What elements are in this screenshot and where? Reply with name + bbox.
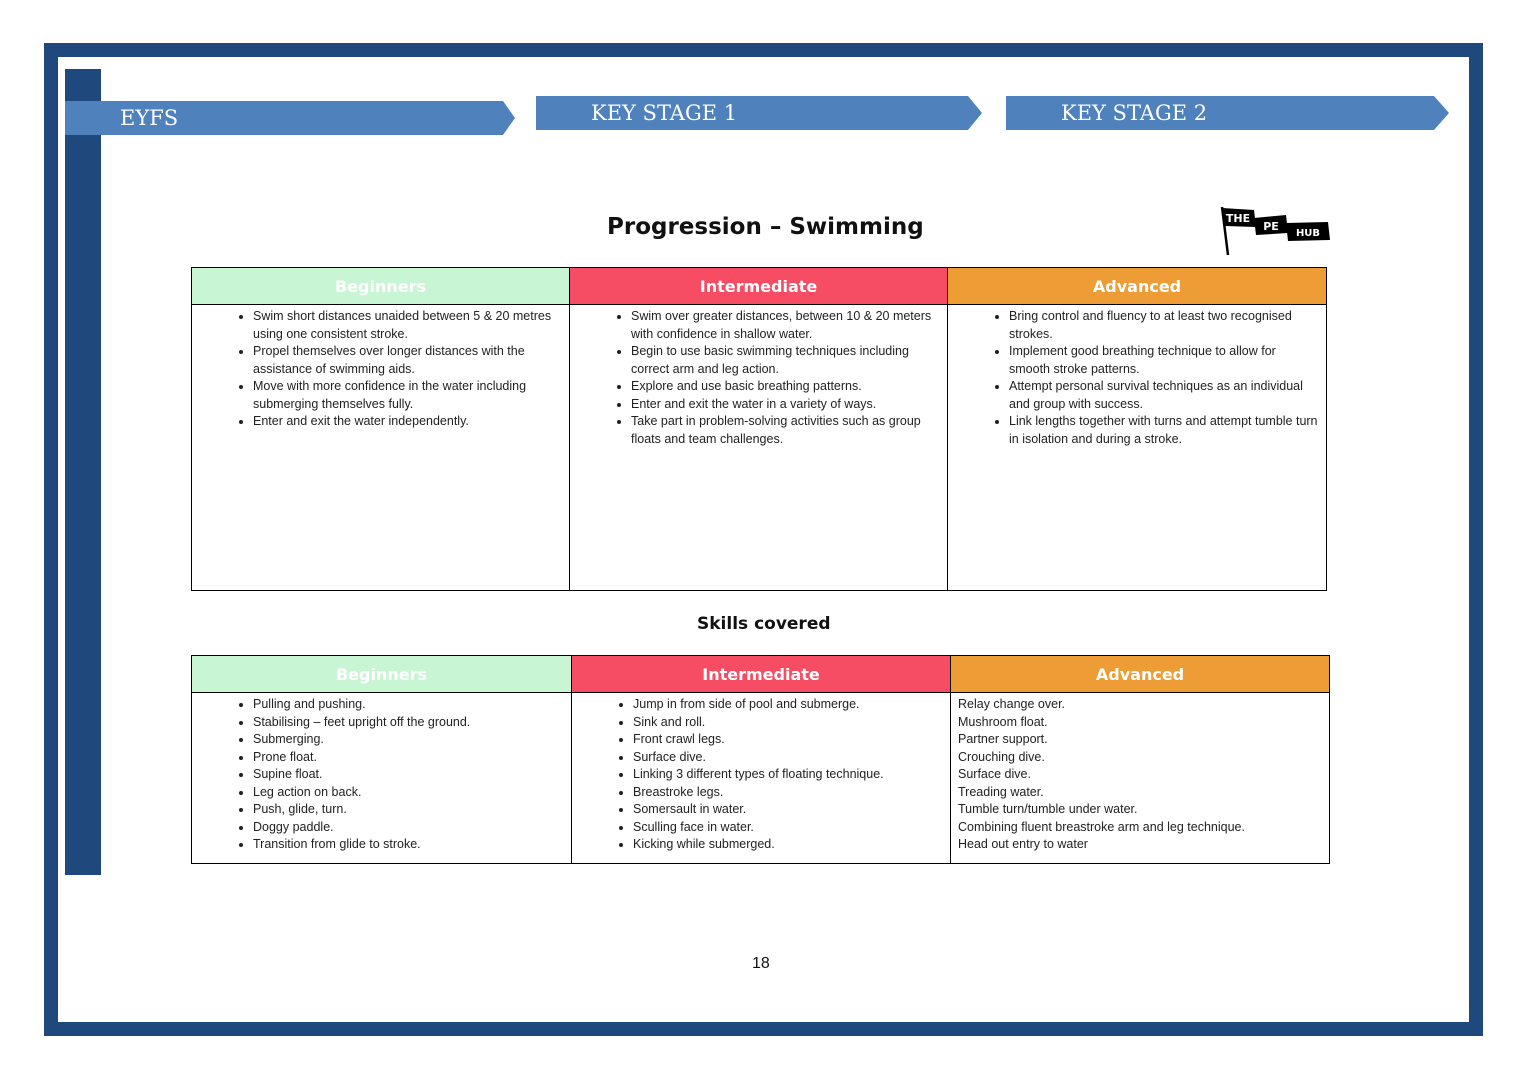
list-item: • Move with more confidence in the water including submerging themselves fully.	[253, 378, 563, 413]
list-item: Tumble turn/tumble under water.	[958, 802, 1138, 816]
list-item: • Transition from glide to stroke.	[253, 836, 565, 854]
list-item: • Prone float.	[253, 749, 565, 767]
list-item: Mushroom float.	[958, 714, 1048, 729]
list-item: • Front crawl legs.	[633, 731, 944, 749]
stage-label-eyfs: EYFS	[120, 106, 179, 130]
list-item: • Attempt personal survival techniques as an individual and group with success.	[1009, 378, 1320, 413]
logo-text-the: THE	[1225, 212, 1251, 225]
list-item: • Stabilising – feet upright off the ground.	[253, 714, 565, 732]
cell-advanced	[948, 305, 1327, 591]
list-item: • Explore and use basic breathing patterns.	[631, 378, 941, 396]
skills-table	[191, 655, 1330, 864]
bullet-list	[192, 308, 569, 431]
bullet-list	[570, 308, 947, 448]
progression-table	[191, 267, 1327, 591]
list-item: Head out entry to water	[958, 837, 1088, 851]
list-item: • Link lengths together with turns and attempt tumble turn in isolation and during a stroke.	[1009, 413, 1320, 448]
list-item: • Leg action on back.	[253, 784, 565, 802]
bullet-list	[572, 696, 950, 854]
pe-hub-logo	[1218, 205, 1330, 257]
list-item: • Take part in problem-solving activities such as group floats and team challenges.	[631, 413, 941, 448]
table-header-row	[192, 656, 1330, 693]
header-intermediate: Intermediate	[572, 656, 951, 693]
list-item: • Linking 3 different types of floating technique.	[633, 766, 944, 784]
bullet-list	[948, 308, 1326, 448]
left-accent-bar	[65, 69, 101, 875]
list-item: • Enter and exit the water in a variety of ways.	[631, 396, 941, 414]
list-item: • Sink and roll.	[633, 714, 944, 732]
list-item: • Jump in from side of pool and submerge.	[633, 696, 944, 714]
header-advanced: Advanced	[948, 268, 1327, 305]
cell-beginners	[192, 693, 572, 864]
header-intermediate: Intermediate	[570, 268, 948, 305]
list-item: • Swim over greater distances, between 10 & 20 meters with confidence in shallow water.	[631, 308, 941, 343]
stage-arrow-key-stage-2	[1006, 96, 1449, 130]
list-item: Partner support.	[958, 732, 1048, 746]
list-item: Surface dive.	[958, 767, 1031, 781]
plain-list	[958, 696, 1323, 854]
cell-intermediate	[572, 693, 951, 864]
list-item: • Propel themselves over longer distances with the assistance of swimming aids.	[253, 343, 563, 378]
stage-label-key-stage-1: KEY STAGE 1	[591, 101, 738, 125]
page-number: 18	[752, 955, 770, 972]
cell-intermediate	[570, 305, 948, 591]
header-advanced: Advanced	[951, 656, 1330, 693]
list-item: • Push, glide, turn.	[253, 801, 565, 819]
list-item: Treading water.	[958, 784, 1044, 799]
list-item: Relay change over.	[958, 697, 1066, 711]
bullet-list	[192, 696, 571, 854]
logo-text-pe: PE	[1263, 220, 1279, 233]
list-item: • Bring control and fluency to at least two recognised strokes.	[1009, 308, 1320, 343]
list-item: • Pulling and pushing.	[253, 696, 565, 714]
stage-arrow-eyfs	[65, 101, 515, 135]
header-beginners: Beginners	[192, 656, 572, 693]
list-item: • Supine float.	[253, 766, 565, 784]
list-item: • Doggy paddle.	[253, 819, 565, 837]
list-item: • Implement good breathing technique to allow for smooth stroke patterns.	[1009, 343, 1320, 378]
list-item: • Submerging.	[253, 731, 565, 749]
table-row	[192, 305, 1327, 591]
cell-advanced	[951, 693, 1330, 864]
list-item: Combining fluent breastroke arm and leg technique.	[958, 819, 1245, 834]
header-beginners: Beginners	[192, 268, 570, 305]
cell-beginners	[192, 305, 570, 591]
list-item: • Kicking while submerged.	[633, 836, 944, 854]
skills-covered-title: Skills covered	[697, 614, 831, 634]
list-item: • Sculling face in water.	[633, 819, 944, 837]
list-item: • Enter and exit the water independently.	[253, 413, 563, 431]
stage-arrow-key-stage-1	[536, 96, 982, 130]
logo-text-hub: HUB	[1295, 228, 1321, 239]
table-row	[192, 693, 1330, 864]
page-title: Progression – Swimming	[607, 214, 924, 240]
stage-label-key-stage-2: KEY STAGE 2	[1061, 101, 1208, 125]
list-item: Crouching dive.	[958, 749, 1045, 764]
list-item: • Begin to use basic swimming techniques including correct arm and leg action.	[631, 343, 941, 378]
list-item: • Breastroke legs.	[633, 784, 944, 802]
list-item: • Somersault in water.	[633, 801, 944, 819]
table-header-row	[192, 268, 1327, 305]
list-item: • Surface dive.	[633, 749, 944, 767]
list-item: • Swim short distances unaided between 5 & 20 metres using one consistent stroke.	[253, 308, 563, 343]
